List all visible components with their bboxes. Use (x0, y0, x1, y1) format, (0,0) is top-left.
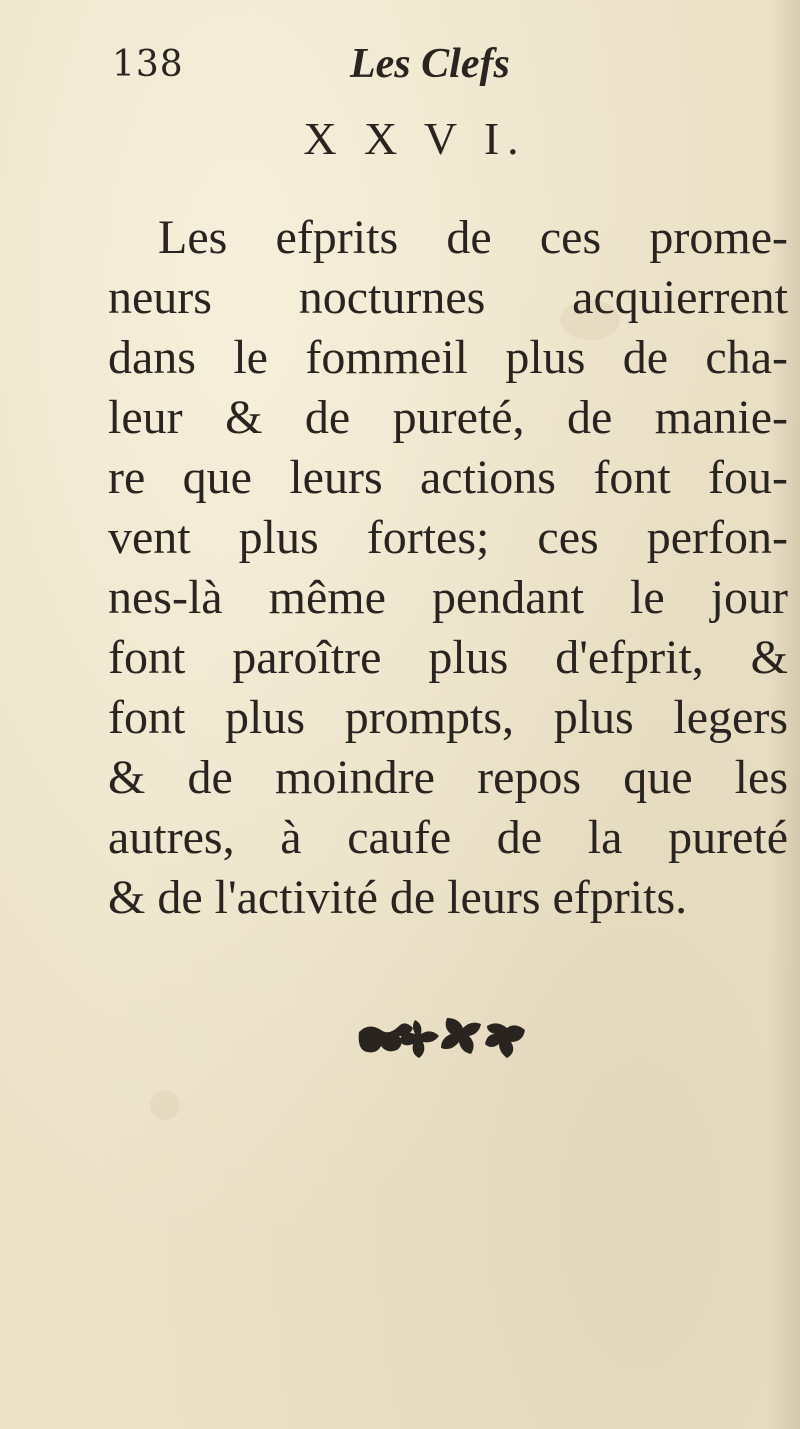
text-line: & de l'activité de leurs efprits. (108, 871, 688, 924)
text-line: Les efprits de ces prome- (158, 211, 788, 264)
text-line: vent plus fortes; ces perfon- (108, 511, 788, 564)
text-line: leur & de pureté, de manie- (108, 391, 788, 444)
text-line: dans le fommeil plus de cha- (108, 331, 788, 384)
text-line: font paroître plus d'efprit, & (108, 631, 788, 684)
printers-ornament-icon (355, 1012, 530, 1072)
text-line: font plus prompts, plus legers (108, 691, 788, 744)
paragraph (108, 208, 788, 928)
section-number: X X V I. (303, 113, 527, 164)
text-line: nes-là même pendant le jour (108, 571, 788, 624)
page-number: 138 (112, 44, 184, 85)
running-head: Les Clefs (350, 41, 510, 87)
text-line: & de moindre repos que les (108, 751, 788, 804)
text-line: neurs nocturnes acquierrent (108, 271, 788, 324)
text-line: re que leurs actions font fou- (108, 451, 788, 504)
text-line: autres, à caufe de la pureté (108, 811, 788, 864)
paper-stain (150, 1090, 180, 1120)
